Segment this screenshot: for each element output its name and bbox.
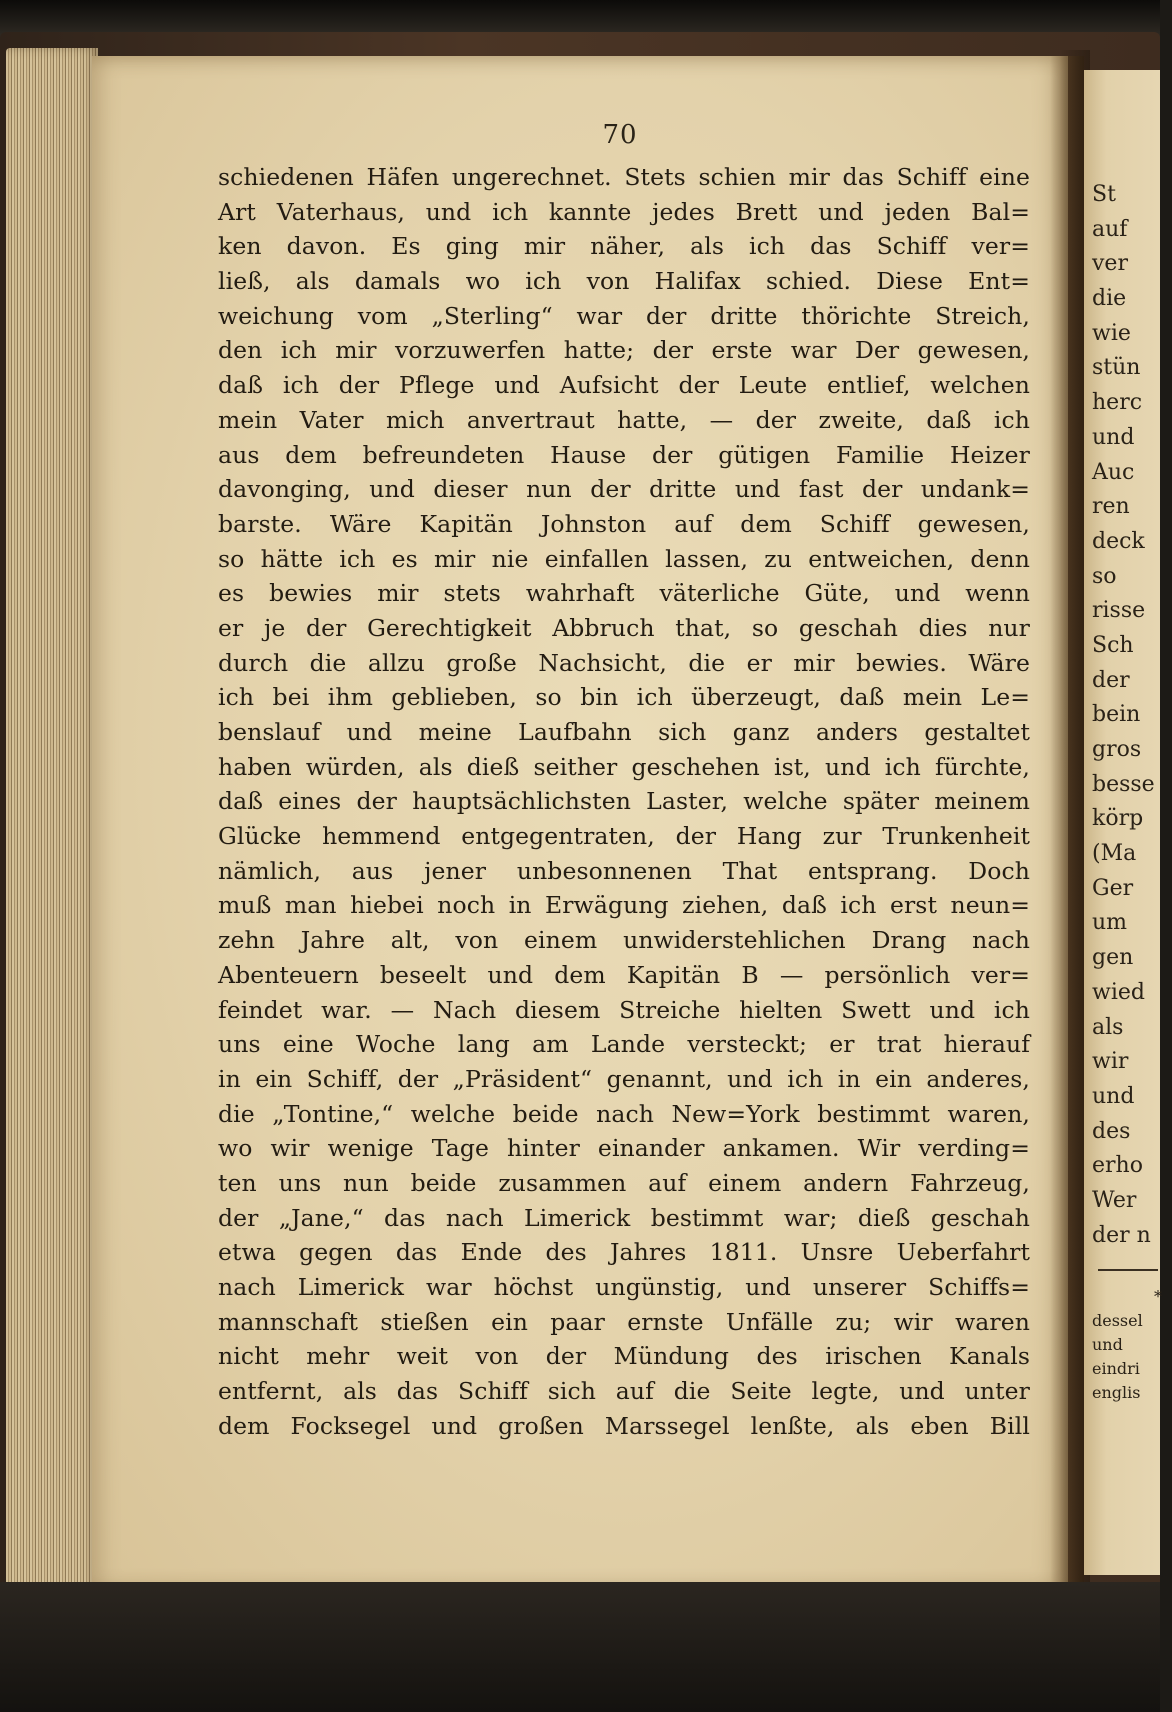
facing-text-line: (Ma bbox=[1092, 841, 1137, 867]
text-line: uns eine Woche lang am Lande versteckt; er trat hierauf bbox=[218, 1030, 1030, 1059]
text-line: dem Focksegel und großen Marssegel lenßte, als eben Bill bbox=[218, 1411, 1030, 1440]
footnote-marker: * bbox=[1154, 1287, 1162, 1307]
text-line: er je der Gerechtigkeit Abbruch that, so geschah dies nur bbox=[218, 613, 1030, 642]
facing-page-text bbox=[1092, 178, 1172, 1405]
facing-text-line: Sch bbox=[1092, 632, 1134, 658]
facing-text-line: des bbox=[1092, 1118, 1131, 1144]
text-line: mein Vater mich anvertraut hatte, — der zweite, daß ich bbox=[218, 405, 1030, 434]
text-line: mannschaft stießen ein paar ernste Unfälle zu; wir waren bbox=[218, 1307, 1030, 1336]
text-line: Art Vaterhaus, und ich kannte jedes Brett und jeden Bal= bbox=[218, 197, 1030, 226]
footnote-line: eindri bbox=[1092, 1359, 1140, 1379]
facing-text-line: wied bbox=[1092, 979, 1145, 1005]
facing-text-line: stün bbox=[1092, 355, 1141, 381]
facing-text-line: bein bbox=[1092, 702, 1141, 728]
facing-text-line: risse bbox=[1092, 598, 1146, 624]
facing-text-line: wir bbox=[1092, 1049, 1129, 1075]
text-line: ich bei ihm geblieben, so bin ich überzeugt, daß mein Le= bbox=[218, 683, 1030, 712]
text-line: ken davon. Es ging mir näher, als ich das Schiff ver= bbox=[218, 232, 1030, 261]
facing-text-line: herc bbox=[1092, 390, 1143, 416]
text-line: weichung vom „Sterling“ war der dritte thörichte Streich, bbox=[218, 301, 1030, 330]
text-line: Glücke hemmend entgegentraten, der Hang zur Trunkenheit bbox=[218, 822, 1030, 851]
text-line: zehn Jahre alt, von einem unwiderstehlichen Drang nach bbox=[218, 926, 1030, 955]
text-line: wo wir wenige Tage hinter einander ankamen. Wir verding= bbox=[218, 1134, 1030, 1163]
facing-text-line: erho bbox=[1092, 1153, 1143, 1179]
facing-text-line: besse bbox=[1092, 771, 1155, 797]
text-line: daß eines der hauptsächlichsten Laster, welche später meinem bbox=[218, 787, 1030, 816]
facing-text-line: als bbox=[1092, 1014, 1124, 1040]
text-line: so hätte ich es mir nie einfallen lassen, zu entweichen, denn bbox=[218, 544, 1030, 573]
text-line: durch die allzu große Nachsicht, die er mir bewies. Wäre bbox=[218, 648, 1030, 677]
body-text bbox=[218, 160, 1030, 1443]
text-line: aus dem befreundeten Hause der gütigen Familie Heizer bbox=[218, 440, 1030, 469]
text-line: nicht mehr weit von der Mündung des irischen Kanals bbox=[218, 1342, 1030, 1371]
text-line: etwa gegen das Ende des Jahres 1811. Unsre Ueberfahrt bbox=[218, 1238, 1030, 1267]
facing-text-line: die bbox=[1092, 286, 1127, 312]
facing-text-line: ren bbox=[1092, 494, 1130, 520]
text-line: ten uns nun beide zusammen auf einem andern Fahrzeug, bbox=[218, 1168, 1030, 1197]
facing-text-line: Auc bbox=[1092, 459, 1135, 485]
footnote-line: englis bbox=[1092, 1383, 1141, 1403]
text-line: feindet war. — Nach diesem Streiche hielten Swett und ich bbox=[218, 995, 1030, 1024]
facing-text-line: St bbox=[1092, 182, 1116, 207]
text-line: haben würden, als dieß seither geschehen ist, und ich fürchte, bbox=[218, 752, 1030, 781]
page-edges bbox=[6, 48, 98, 1593]
facing-text-line: der bbox=[1092, 667, 1130, 693]
text-line: schiedenen Häfen ungerechnet. Stets schien mir das Schiff eine bbox=[218, 163, 1030, 191]
text-line: ließ, als damals wo ich von Halifax schied. Diese Ent= bbox=[218, 267, 1030, 296]
text-line: nämlich, aus jener unbesonnenen That entsprang. Doch bbox=[218, 856, 1030, 885]
background-bottom bbox=[0, 1582, 1160, 1712]
text-line: den ich mir vorzuwerfen hatte; der erste war Der gewesen, bbox=[218, 336, 1030, 365]
text-line: daß ich der Pflege und Aufsicht der Leute entlief, welchen bbox=[218, 371, 1030, 400]
text-line: der „Jane,“ das nach Limerick bestimmt war; dieß geschah bbox=[218, 1203, 1030, 1232]
text-line: die „Tontine,“ welche beide nach New=York bestimmt waren, bbox=[218, 1099, 1030, 1128]
text-line: davonging, und dieser nun der dritte und fast der undank= bbox=[218, 475, 1030, 504]
text-line: Abenteuern beseelt und dem Kapitän B — persönlich ver= bbox=[218, 960, 1030, 989]
page-number: 70 bbox=[602, 120, 638, 150]
footnote-line: und bbox=[1092, 1335, 1123, 1355]
text-line: barste. Wäre Kapitän Johnston auf dem Schiff gewesen, bbox=[218, 509, 1030, 538]
facing-text-line: Wer bbox=[1092, 1187, 1137, 1213]
facing-page bbox=[1084, 70, 1160, 1575]
facing-text-line: so bbox=[1092, 563, 1117, 589]
text-line: nach Limerick war höchst ungünstig, und unserer Schiffs= bbox=[218, 1273, 1030, 1301]
facing-text-line: körp bbox=[1092, 806, 1144, 832]
facing-text-line: um bbox=[1092, 910, 1128, 936]
facing-text-line: und bbox=[1092, 424, 1135, 450]
facing-text-line: und bbox=[1092, 1083, 1135, 1109]
footnote-line: dessel bbox=[1092, 1311, 1143, 1331]
text-line: muß man hiebei noch in Erwägung ziehen, daß ich erst neun= bbox=[218, 891, 1030, 920]
text-line: benslauf und meine Laufbahn sich ganz anders gestaltet bbox=[218, 718, 1030, 746]
text-line: es bewies mir stets wahrhaft väterliche Güte, und wenn bbox=[218, 579, 1030, 608]
facing-text-line: deck bbox=[1092, 528, 1145, 554]
facing-text-line: auf bbox=[1092, 216, 1128, 242]
facing-text-line: der n bbox=[1092, 1222, 1151, 1248]
facing-text-line: Ger bbox=[1092, 875, 1134, 901]
text-line: entfernt, als das Schiff sich auf die Seite legte, und unter bbox=[218, 1377, 1030, 1406]
facing-text-line: gen bbox=[1092, 945, 1134, 971]
facing-text-line: wie bbox=[1092, 320, 1131, 346]
facing-text-line: gros bbox=[1092, 737, 1142, 762]
text-line: in ein Schiff, der „Präsident“ genannt, und ich in ein anderes, bbox=[218, 1064, 1030, 1093]
facing-text-line: ver bbox=[1092, 251, 1128, 277]
footnote-rule bbox=[1098, 1269, 1158, 1271]
